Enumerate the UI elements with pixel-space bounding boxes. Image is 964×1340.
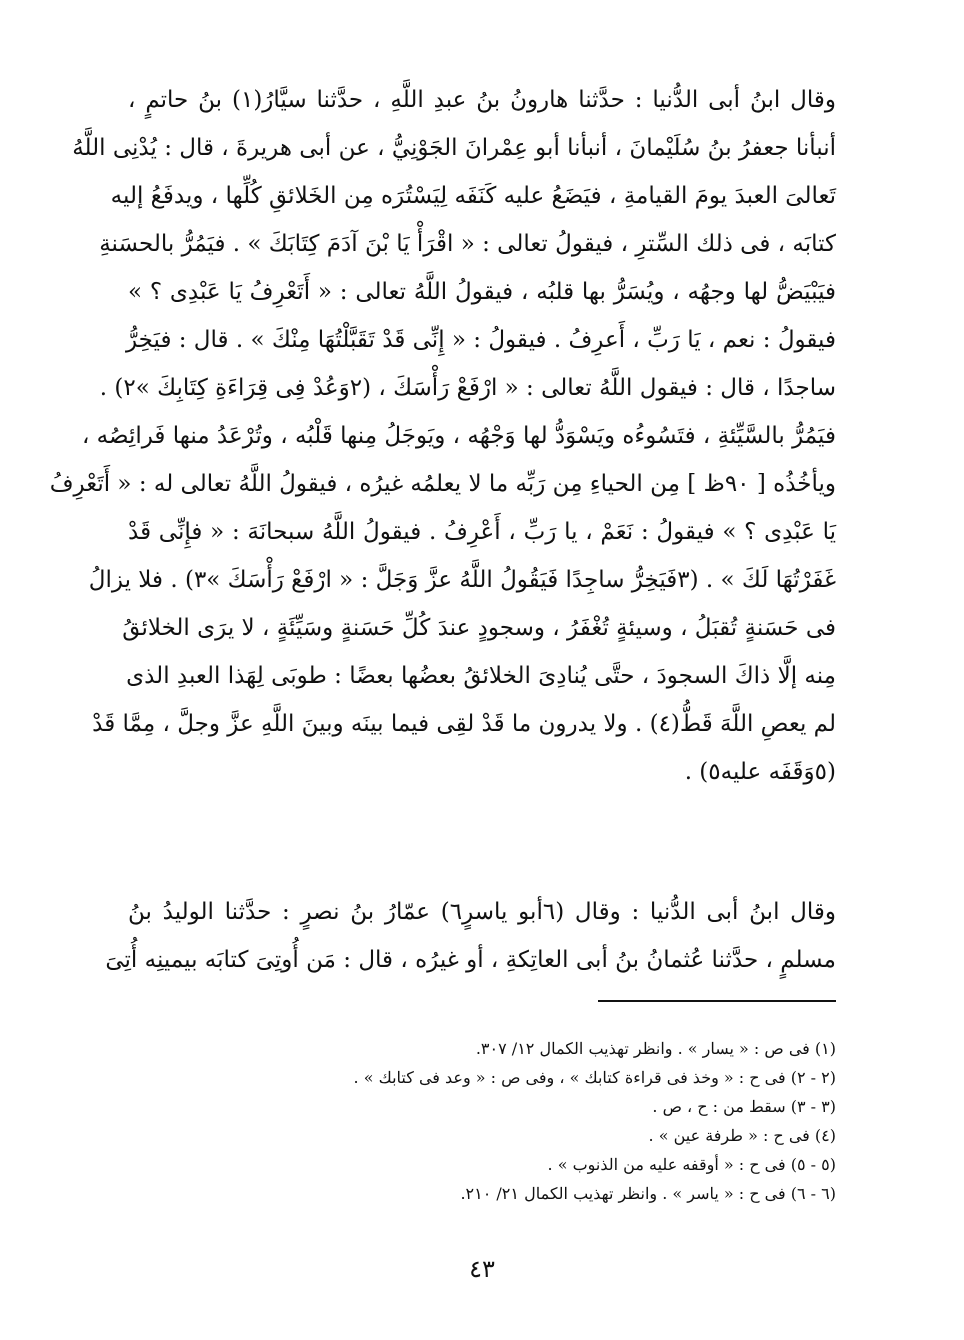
footnote-separator (598, 1000, 836, 1002)
main-paragraph-1 (49, 76, 836, 796)
text-line: فى حَسَنةٍ تُقبَلُ ، وسيئةٍ تُغْفَرُ ، وسجودٍ عندَ كُلِّ حَسَنةٍ وسَيِّئَةٍ ، لا يرَى الخلائقُ (122, 615, 836, 641)
text-line: مسلمٍ ، حدَّثنا عُثمانُ بنُ أبى العاتِكةِ ، أو غيرُه ، قال : مَن أُوتِىَ كتابَه بيمينِه أُتِىَ (105, 947, 836, 973)
text-line: لم يعصِ اللَّهَ قَطُّ(٤) . ولا يدرون ما قَدْ لقِى فيما بينَه وبينَ اللَّهِ عزَّ وجلَّ ، مِمَّا قَدْ (92, 711, 836, 737)
footnote: (٣ - ٣) سقط من : ح ، ص . (652, 1097, 836, 1116)
text-line: وقال ابنُ أبى الدُّنيا : حدَّثنا هارونُ بنُ عبدِ اللَّهِ ، حدَّثنا سيَّارُ(١) بنُ حاتمٍ ، (128, 87, 836, 113)
footnote: (٤) فى ح : « طرفة عين » . (648, 1126, 836, 1145)
text-line: فيقولُ : نعم ، يَا رَبِّ ، أَعرِفُ . فيقولُ : « إِنِّى قَدْ تَقَبَّلْتُهَا مِنْكَ » . قال : فيَخِرُّ (125, 327, 836, 353)
text-line: وقال ابنُ أبى الدُّنيا : وقال (٦أبو ياسرٍ٦) عمّارُ بنُ نصرٍ : حدَّثنا الوليدُ بنُ (128, 899, 837, 925)
text-line: ويأخُذُه [ ٩٠ظ ] مِن الحياءِ مِن رَبِّه ما لا يعلمُه غيرُه ، فيقولُ اللَّهُ تعالى له : « أَتَعْرِفُ (49, 471, 836, 497)
text-line: أنبأنا جعفرُ بنُ سُلَيْمانَ ، أنبأنا أبو عِمْرانَ الجَوْنِيُّ ، عن أبى هريرةَ ، قال : يُدْنِى اللَّهُ (72, 135, 836, 161)
text-line: مِنه إلَّا ذاكَ السجودَ ، حتَّى يُنادِىَ الخلائقُ بعضُها بعضًا : طوبَى لِهَذا العبدِ الذى (126, 663, 836, 689)
text-line: ساجدًا ، قال : فيقول اللَّهُ تعالى : « ارْفَعْ رَأْسَكَ ، (٢وَعُدْ فِى قِرَاءَةِ كِتَابِكَ »٢) . (99, 375, 836, 401)
footnotes (128, 1034, 836, 1208)
text-line: كتابَه ، فى ذلك السِّترِ ، فيقولُ تعالى : « اقْرَأْ يَا بْنَ آدَمَ كِتَابَكَ » . فيَمُرُّ بالحسَنةِ (99, 231, 836, 257)
text-line: فيَبْيَضُّ لها وجهُه ، ويُسَرُّ بها قلبُه ، فيقولُ اللَّهُ تعالى : « أَتَعْرِفُ يَا عَبْدِى ؟ » (128, 279, 836, 305)
text-line: تَعالىَ العبدَ يومَ القيامةِ ، فيَضَعُ عليه كَنَفَه لِيَسْتُرَه مِن الخَلائقِ كُلِّها ، ويدفَعُ إليه (110, 183, 836, 209)
footnote: (١) فى ص : « يسار » . وانظر تهذيب الكمال ١٢/ ٣٠٧. (475, 1039, 836, 1058)
footnote: (٦ - ٦) فى ح : « ياسر » . وانظر تهذيب الكمال ٢١/ ٢١٠. (460, 1184, 836, 1203)
text-line: (٥وَقَفَه عليه٥) . (684, 759, 836, 785)
footnote: (٢ - ٢) فى ح : « وخذ فى قراءة كتابك » ، وفى ص : « وعد فى كتابك » . (353, 1068, 836, 1087)
page-number: ٤٣ (469, 1255, 495, 1283)
text-line: غَفَرْتُهَا لَكَ » . (٣فَيَخِرُّ ساجِدًا فَيَقُولُ اللَّهُ عزَّ وَجَلَّ : « ارْفَعْ رَأْسَكَ »٣) . فلا يزالُ (88, 567, 836, 593)
footnote: (٥ - ٥) فى ح : « أوقفه عليه من الذنوب » . (547, 1155, 836, 1174)
text-line: فيَمُرُّ بالسَّيِّئةِ ، فتَسُوءُه ويَسْوَدُّ لها وَجْهُه ، ويَوجَلُ مِنها قَلْبُه ، وتُرْعَدُ منها فَرائِصُه ، (81, 423, 836, 449)
main-paragraph-2 (105, 888, 837, 984)
text-line: يَا عَبْدِى ؟ » فيقولُ : نَعَمْ ، يا رَبِّ ، أَعْرِفُ . فيقولُ اللَّهُ سبحانَهَ : « فإِنِّى قَدْ (128, 519, 836, 545)
